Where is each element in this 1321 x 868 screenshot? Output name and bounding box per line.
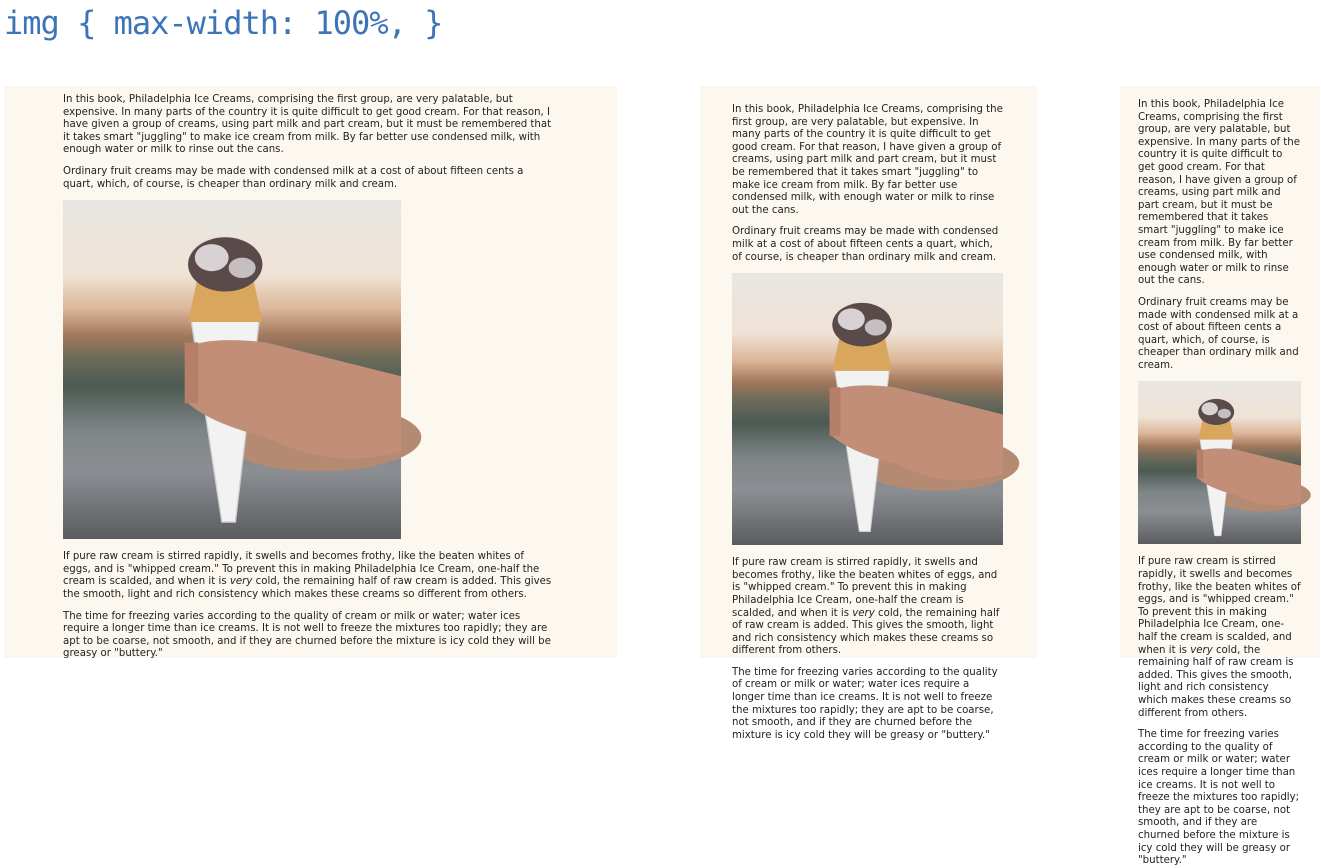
text: If pure raw cream is stirred rapidly, it swells and becomes frothy, like the beaten whites of eggs, and is "whipped cream." To prevent this in making Philadelphia Ice Cream, one-half the cream is scalded, and when it is xyxy=(63,551,540,588)
paragraph-1 xyxy=(732,104,1004,217)
paragraph-2: Ordinary fruit creams may be made with condensed milk at a cost of about fifteen cents a quart, which, of course, is cheaper than ordinary milk and cream. xyxy=(1138,296,1299,371)
paragraph-2: Ordinary fruit creams may be made with condensed milk at a cost of about fifteen cents a quart, which, of course, is cheaper than ordinary milk and cream. xyxy=(63,165,524,190)
text: If pure raw cream is stirred rapidly, it swells and becomes frothy, like the beaten whites of eggs, and is "whipped cream." To prevent this in making Philadelphia Ice Cream, one-half the cream is scalded, and when it is xyxy=(732,557,998,619)
paragraph-1 xyxy=(1138,99,1301,288)
article-panel-narrow xyxy=(1120,86,1320,867)
paragraph-3 xyxy=(1138,556,1301,720)
ice-cream-cone-image xyxy=(63,200,401,539)
article-body xyxy=(63,94,553,661)
paragraph-1 xyxy=(63,94,553,157)
paragraph-3 xyxy=(732,557,1004,658)
paragraph-2: Ordinary fruit creams may be made with condensed milk at a cost of about fifteen cents a quart, which, of course, is cheaper than ordinary milk and cream. xyxy=(732,226,999,263)
page-heading: img { max-width: 100%, } xyxy=(4,4,443,42)
text: In this book, xyxy=(732,104,798,115)
text-emphasis: Philadelphia Ice Creams xyxy=(1138,99,1285,123)
article-body xyxy=(1138,99,1301,868)
paragraph-4: The time for freezing varies according to the quality of cream or milk or water; water ices require a longer time than ice creams. It is not well to freeze the mixtures too rapidly; they are apt to be coarse, not smooth, and if they are churned before the mixture is icy cold they will be greasy or "buttery." xyxy=(732,666,998,741)
article-panel-wide xyxy=(4,86,617,658)
text: , comprising the first group, are very palatable, but expensive. In many parts of the country it is quite difficult to get good cream. For that reason, I have given a group of creams, using part milk and part cream, but it must be remembered that it takes smart "juggling" to make ice cream from milk. By far better use condensed milk, with enough water or milk to rinse out the cans. xyxy=(63,94,552,156)
text: In this book, xyxy=(1138,99,1204,110)
text-italic: very xyxy=(1190,644,1213,656)
article-body xyxy=(732,104,1004,742)
text: cold, the remaining half of raw cream is added. This gives the smooth, light and rich consistency which makes these creams so different from others. xyxy=(732,607,1000,657)
text-italic: very xyxy=(852,607,875,619)
text: If pure raw cream is stirred rapidly, it swells and becomes frothy, like the beaten whites of eggs, and is "whipped cream." To prevent this in making Philadelphia Ice Cream, one-half the cream is scalded, and when it is xyxy=(1138,556,1301,656)
text-emphasis: Philadelphia Ice Creams xyxy=(128,94,252,105)
article-panel-medium xyxy=(700,86,1037,741)
text: cold, the remaining half of raw cream is added. This gives the smooth, light and rich consistency which makes these creams so different from others. xyxy=(1138,644,1294,719)
text: In this book, xyxy=(63,94,129,105)
paragraph-4: The time for freezing varies according to the quality of cream or milk or water; water ices require a longer time than ice creams. It is not well to freeze the mixtures too rapidly; they are apt to be coarse, not smooth, and if they are churned before the mixture is icy cold they will be greasy or "buttery." xyxy=(1138,729,1300,867)
ice-cream-cone-image xyxy=(1138,381,1301,544)
ice-cream-cone-image xyxy=(732,273,1003,545)
paragraph-3 xyxy=(63,551,553,601)
text-italic: very xyxy=(229,576,253,588)
text-emphasis: Philadelphia Ice Creams xyxy=(797,104,921,115)
text: cold, the remaining half of raw cream is added. This gives the smooth, light and rich consistency which makes these creams so different from others. xyxy=(63,576,552,600)
text: , comprising the first group, are very palatable, but expensive. In many parts of the country it is quite difficult to get good cream. For that reason, I have given a group of creams, using part milk and part cream, but it must be remembered that it takes smart "juggling" to make ice cream from milk. By far better use condensed milk, with enough water or milk to rinse out the cans. xyxy=(1138,111,1301,287)
text: , comprising the first group, are very palatable, but expensive. In many parts of the country it is quite difficult to get good cream. For that reason, I have given a group of creams, using part milk and part cream, but it must be remembered that it takes smart "juggling" to make ice cream from milk. By far better use condensed milk, with enough water or milk to rinse out the cans. xyxy=(732,104,1003,216)
paragraph-4: The time for freezing varies according to the quality of cream or milk or water; water ices require a longer time than ice creams. It is not well to freeze the mixtures too rapidly; they are apt to be coarse, not smooth, and if they are churned before the mixture is icy cold they will be greasy or "buttery." xyxy=(63,610,551,660)
